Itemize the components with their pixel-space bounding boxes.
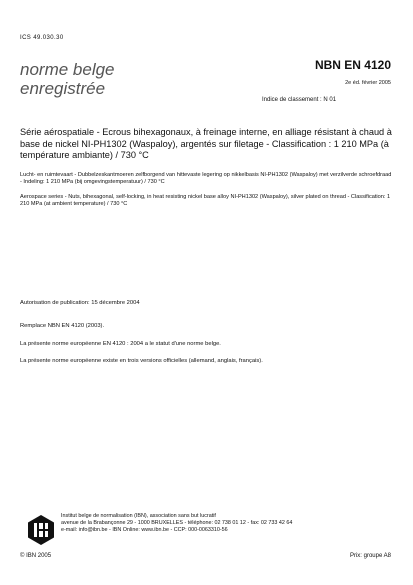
title-dutch: Lucht- en ruimtevaart - Dubbelzeskantmoeren zelfborgend van hittevaste legering op nikkelbasis NI-PH1302 (Waspaloy) met verzilverde schroefdraad - Indeling: 1 210 MPa (bij omgevingstemperatuur) / 730 °C bbox=[20, 172, 392, 185]
ibn-logo-icon bbox=[28, 515, 54, 545]
price-group: Prix: groupe A8 bbox=[349, 553, 391, 559]
title-french: Série aérospatiale - Ecrous bihexagonaux, à freinage interne, en alliage résistant à chaud à base de nickel NI-PH1302 (Waspaloy), argentés sur filetage - Classification : 1 210 MPa (à température ambiante) / 730 °C bbox=[20, 127, 392, 160]
brand-line-2: enregistrée bbox=[20, 79, 106, 98]
edition-date: 2e éd. février 2005 bbox=[345, 80, 391, 86]
classification-index: Indice de classement : N 01 bbox=[262, 97, 337, 103]
ibn-logo bbox=[28, 515, 54, 545]
brand-line-1: norme belge bbox=[20, 60, 115, 79]
title-english: Aerospace series - Nuts, bihexagonal, self-locking, in heat resisting nickel base alloy NI-PH1302 (Waspaloy), silver plated on thread - Classification: 1 210 MPa (at ambient temperature) / 730 °C bbox=[20, 194, 391, 207]
ics-code: ICS 49.030.30 bbox=[20, 35, 64, 41]
status-note: La présente norme européenne EN 4120 : 2004 a le statut d'une norme belge. bbox=[20, 341, 221, 347]
footer-address: avenue de la Brabançonne 29 - 1000 BRUXELLES - téléphone: 02 738 01 12 - fax: 02 733 42 64 bbox=[61, 520, 293, 526]
brand-title bbox=[20, 60, 115, 98]
copyright: © IBN 2005 bbox=[20, 553, 52, 559]
replaces-note: Remplace NBN EN 4120 (2003). bbox=[20, 323, 105, 329]
standard-number: NBN EN 4120 bbox=[314, 58, 391, 72]
footer-institute: Institut belge de normalisation (IBN), association sans but lucratif bbox=[61, 513, 216, 519]
footer-contact: e-mail: info@ibn.be - IBN Online: www.ibn.be - CCP: 000-0063310-56 bbox=[61, 527, 228, 533]
publication-approval: Autorisation de publication: 15 décembre 2004 bbox=[20, 300, 140, 306]
versions-note: La présente norme européenne existe en trois versions officielles (allemand, anglais, français). bbox=[20, 358, 263, 364]
